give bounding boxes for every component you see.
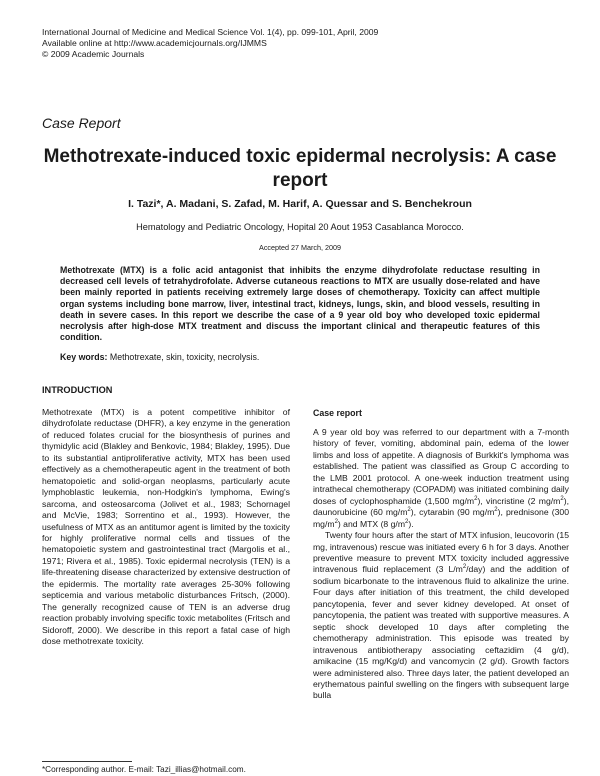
- introduction-heading: INTRODUCTION: [42, 385, 113, 395]
- accepted-date: Accepted 27 March, 2009: [259, 243, 341, 252]
- keywords-label: Key words:: [60, 352, 108, 362]
- abstract: Methotrexate (MTX) is a folic acid antagonist that inhibits the enzyme dihydrofolate reductase resulting in decreased cell levels of tetrahydrofolate. Adverse cutaneous reactions to MTX are usually dose-related and have been mainly reported in patients receiving extremely large doses of chemotherapy. Toxicity can affect multiple organ systems including bone marrow, liver, intestinal tract, kidneys, lungs, skin, and blood vessels, resulting in death in severe cases. In this report we describe the case of a 9 year old boy who developed toxic epidermal necrolysis after high-dose MTX treatment and discuss the important clinical and therapeutic features of this condition.: [60, 265, 540, 343]
- case-report-heading: Case report: [313, 408, 362, 418]
- author-list: I. Tazi*, A. Madani, S. Zafad, M. Harif, A. Quessar and S. Benchekroun: [128, 198, 472, 210]
- case-report-paragraph-2: Twenty four hours after the start of MTX infusion, leucovorin (15 mg, intravenous) rescue was initiated every 6 h for 3 days. Another preventive measure to prevent MTX toxicity included aggressive intravenous fluid replacement (3 $L/m^2/day$) and the addition of sodium bicarbonate to the intravenous fluid to alkalinize the urine. Four days after initiation of this treatment, the child developed pancytopenia, fever and sever kidney developed. At onset of pancytopenia, the patient was treated with supportive measures. A septic shock developed 10 days after completing the chemotherapy administration. This episode was treated by intravenous antibiotherapy associating ceftazidim (4 g/d), amikacine (15 mg/Kg/d) and vancomycin (2 g/d). Growth factors were administered also. Three days later, the patient developed an erythematous painful swelling on the fingers with subsequent large bulla: [313, 530, 569, 701]
- introduction-text: Methotrexate (MTX) is a potent competitive inhibitor of dihydrofolate reductase (DHFR), a key enzyme in the generation of reduced folates crucial for the biosynthesis of purines and thymidylic acid (Blakley and Benkovic, 1984; Blakley, 1995). Due to its substantial antiproliferative activity, MTX has been used effectively as a chemotherapeutic agent in the treatment of both hematopoietic and solid-organ neoplasms, particularly acute lymphoblastic leukemia, non-Hodgkin's lymphoma, Ewing's sarcoma, and osteosarcoma (Jolivet et al., 1983; Schornagel and McVie, 1983; Sorrentino et al., 1993). However, the usefulness of MTX as an antitumor agent is limited by the toxicity for highly proliferative normal cells and tissues of the hematopoietic system and gastrointestinal tract (Margolis et al., 1971; Rivera et al., 1985). Toxic epidermal necrolysis (TEN) is a life-threatening disease characterized by extensive destruction of the epidermis. The mortality rate averages 25-30% following septicemia and various metabolic disturbances Fritsch, (2000). The generally recognized cause of TEN is an adverse drug reaction probably involving specific toxic metabolites (Fritsch and Sidoroff, 2000). We describe in this report a fatal case of high dose methotrexate toxicity.: [42, 407, 290, 647]
- case-report-paragraph-1: A 9 year old boy was referred to our department with a 7-month history of fever, vomiting, abdominal pain, edema of the lower limbs and loss of appetite. A diagnosis of Burkkit's lymphoma was established. The patient was classified as Group C according to the LMB 2001 protocol. A one-week induction treatment using intrathecal chemotherapy (COPADM) was initiated combining daily doses of cyclophosphamide (1,500 $mg/m^2$), vincristine (2 $mg/m^2$), daunorubicine (60 $mg/m^2$), cytarabin (90 $mg/m^2$), prednisone (300 $mg/m^2$) and MTX (8 $g/m^2$).: [313, 427, 569, 529]
- article-type-label: Case Report: [42, 115, 121, 131]
- keywords: [60, 352, 540, 362]
- keywords-list: Methotrexate, skin, toxicity, necrolysis.: [109, 352, 260, 362]
- corresponding-author-footnote: *Corresponding author. E-mail: Tazi_illias@hotmail.com.: [42, 765, 246, 774]
- copyright-line: © 2009 Academic Journals: [42, 49, 145, 59]
- right-column: [313, 408, 569, 702]
- journal-citation: International Journal of Medicine and Medical Science Vol. 1(4), pp. 099-101, April, 2009: [42, 27, 379, 37]
- article-title: Methotrexate-induced toxic epidermal necrolysis: A case report: [43, 146, 557, 191]
- author-affiliation: Hematology and Pediatric Oncology, Hopital 20 Aout 1953 Casablanca Morocco.: [136, 222, 464, 232]
- journal-url-line: Available online at http://www.academicjournals.org/IJMMS: [42, 38, 267, 48]
- left-column: [42, 385, 290, 648]
- journal-header: [42, 27, 378, 60]
- footnote-divider: [42, 761, 132, 762]
